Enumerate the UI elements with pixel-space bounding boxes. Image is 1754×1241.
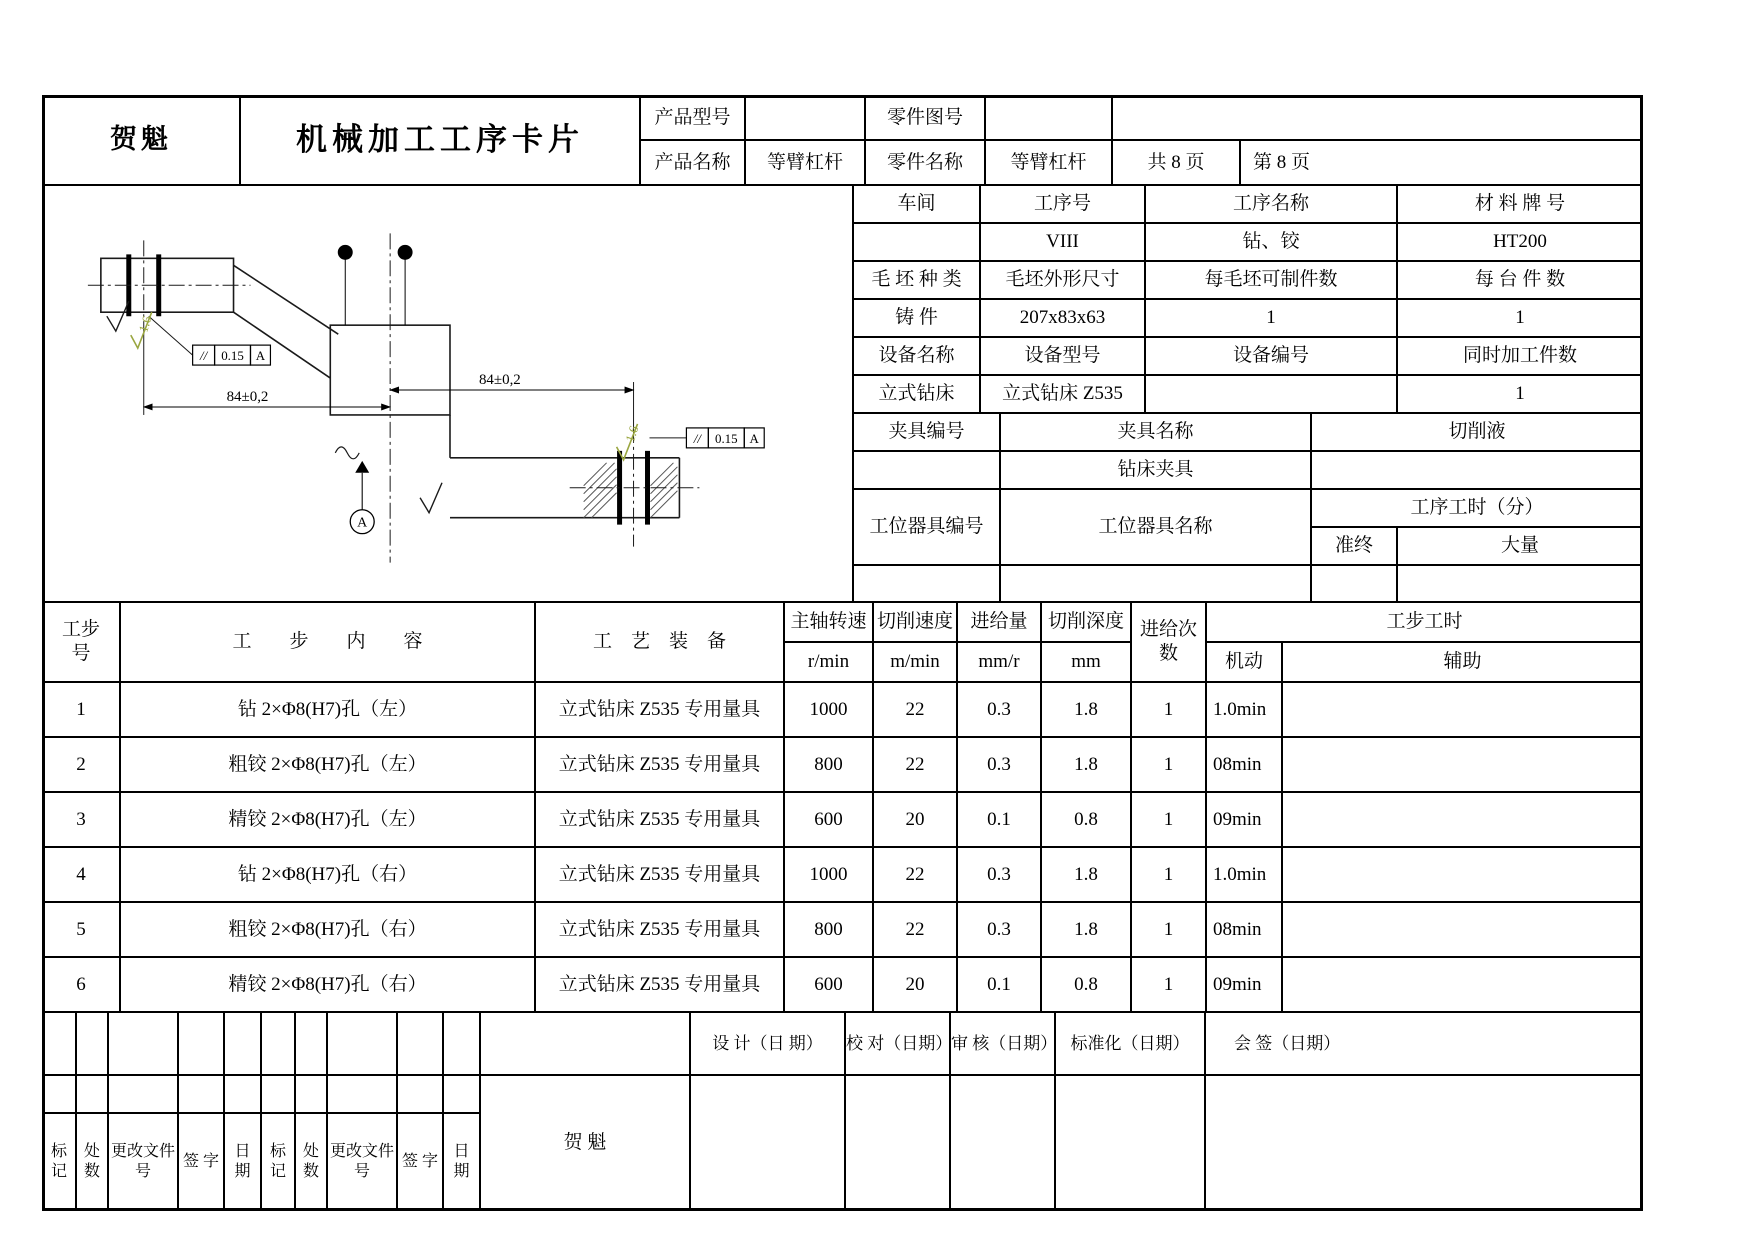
step-row-aux-time <box>1282 682 1643 737</box>
step-row-equipment: 立式钻床 Z535 专用量具 <box>535 792 784 847</box>
step-row-machine-time: 08min <box>1206 902 1282 957</box>
passes-header <box>1131 602 1206 682</box>
step-row-spindle: 600 <box>784 957 873 1012</box>
step-row-equipment: 立式钻床 Z535 专用量具 <box>535 902 784 957</box>
sign-label: 签 字 <box>178 1113 224 1211</box>
step-row-no: 1 <box>42 682 120 737</box>
product-name-value: 等臂杠杆 <box>745 140 865 185</box>
step-row-feed: 0.3 <box>957 682 1041 737</box>
step-row-depth: 1.8 <box>1041 847 1131 902</box>
passes-header-label: 进给次数 <box>1139 619 1197 664</box>
per-blank-value: 1 <box>1145 299 1397 337</box>
empty-cell <box>108 1075 178 1113</box>
step-row-speed: 22 <box>873 847 957 902</box>
mark-label <box>261 1113 295 1211</box>
step-content-header: 工 步 内 容 <box>120 602 535 682</box>
empty-cell <box>397 1012 443 1075</box>
part-name-value: 等臂杠杆 <box>985 140 1112 185</box>
part-drawing <box>43 185 852 602</box>
batch-label: 大量 <box>1397 527 1643 565</box>
spindle-unit: r/min <box>784 642 873 682</box>
part-name-label: 零件名称 <box>865 140 985 185</box>
step-row-content: 精铰 2×Φ8(H7)孔（左） <box>120 792 535 847</box>
step-row-machine-time: 09min <box>1206 957 1282 1012</box>
tooling-no-label: 工位器具编号 <box>853 489 1000 565</box>
step-no-header <box>42 602 120 682</box>
step-row-machine-time: 08min <box>1206 737 1282 792</box>
empty-cell <box>443 1075 480 1113</box>
step-row-passes: 1 <box>1131 792 1206 847</box>
workshop-value <box>853 223 980 261</box>
step-row-content: 钻 2×Φ8(H7)孔（左） <box>120 682 535 737</box>
step-row-spindle: 600 <box>784 792 873 847</box>
roughness-mark-right <box>617 423 642 460</box>
countersign-date-label: 会 签（日期） <box>1205 1012 1643 1075</box>
depth-header: 切削深度 <box>1041 602 1131 642</box>
step-row-content: 粗铰 2×Φ8(H7)孔（右） <box>120 902 535 957</box>
step-row-content: 粗铰 2×Φ8(H7)孔（左） <box>120 737 535 792</box>
fixture-name-label: 夹具名称 <box>1000 413 1311 451</box>
prep-end-label: 准终 <box>1311 527 1397 565</box>
parallelism-icon: // <box>693 430 701 446</box>
step-row-speed: 22 <box>873 737 957 792</box>
change-doc-label-text: 更改文件号 <box>110 1143 175 1180</box>
empty-cell <box>443 1012 480 1075</box>
per-machine-label: 每 台 件 数 <box>1397 261 1643 299</box>
part-drawing-no-value <box>985 95 1112 140</box>
empty-cell <box>261 1075 295 1113</box>
empty-cell <box>42 1012 76 1075</box>
spindle-header: 主轴转速 <box>784 602 873 642</box>
fixture-no-label: 夹具编号 <box>853 413 1000 451</box>
step-row-feed: 0.3 <box>957 902 1041 957</box>
equip-name-label: 设备名称 <box>853 337 980 375</box>
op-time-label: 工序工时（分） <box>1311 489 1643 527</box>
step-row-aux-time <box>1282 902 1643 957</box>
coolant-value <box>1311 451 1643 489</box>
empty-cell <box>224 1075 261 1113</box>
op-no-label: 工序号 <box>980 185 1145 223</box>
datum-label-text: A <box>357 515 368 531</box>
page-title: 机械加工工序卡片 <box>296 121 584 157</box>
author-cell: 贺 魁 <box>480 1075 690 1211</box>
cut-speed-unit: m/min <box>873 642 957 682</box>
per-machine-value: 1 <box>1397 299 1643 337</box>
step-row-speed: 20 <box>873 792 957 847</box>
mark-label-text: 标记 <box>50 1143 67 1180</box>
fixture-no-value <box>853 451 1000 489</box>
dimension-right <box>390 372 633 427</box>
pages-total: 共 8 页 <box>1112 140 1240 185</box>
mark-label <box>42 1113 76 1211</box>
op-name-label: 工序名称 <box>1145 185 1397 223</box>
empty-cell <box>108 1012 178 1075</box>
company-cell <box>42 95 240 185</box>
step-row-no: 6 <box>42 957 120 1012</box>
material-label: 材 料 牌 号 <box>1397 185 1643 223</box>
empty-cell <box>327 1075 397 1113</box>
equip-no-label: 设备编号 <box>1145 337 1397 375</box>
roughness-left-text: 1.6 <box>135 314 155 335</box>
step-row-aux-time <box>1282 847 1643 902</box>
step-row-spindle: 1000 <box>784 682 873 737</box>
centerlines <box>88 233 699 562</box>
empty-cell <box>1311 565 1397 602</box>
step-no-header-label: 工步号 <box>61 619 100 664</box>
count-label-text: 处数 <box>83 1143 100 1180</box>
step-row-speed: 20 <box>873 957 957 1012</box>
empty-cell <box>1397 565 1643 602</box>
empty-cell <box>178 1012 224 1075</box>
step-row-machine-time: 1.0min <box>1206 847 1282 902</box>
step-row-passes: 1 <box>1131 682 1206 737</box>
card-title-cell <box>240 95 640 185</box>
countersign-signature-cell <box>1205 1075 1643 1211</box>
break-line <box>335 447 359 459</box>
simultaneous-label: 同时加工件数 <box>1397 337 1643 375</box>
material-value: HT200 <box>1397 223 1643 261</box>
step-row-machine-time: 1.0min <box>1206 682 1282 737</box>
design-signature-cell <box>690 1075 845 1211</box>
change-doc-label <box>327 1113 397 1211</box>
empty-cell <box>261 1012 295 1075</box>
workshop-label: 车间 <box>853 185 980 223</box>
page-current: 第 8 页 <box>1240 140 1643 185</box>
blank-type-value: 铸 件 <box>853 299 980 337</box>
depth-unit: mm <box>1041 642 1131 682</box>
empty-cell <box>76 1075 108 1113</box>
step-row-equipment: 立式钻床 Z535 专用量具 <box>535 957 784 1012</box>
empty-cell <box>397 1075 443 1113</box>
step-row-depth: 1.8 <box>1041 737 1131 792</box>
gdt-tolerance-left: 0.15 <box>221 348 244 364</box>
op-name-value: 钻、铰 <box>1145 223 1397 261</box>
gdt-frame-right <box>650 428 765 448</box>
audit-signature-cell <box>950 1075 1055 1211</box>
feed-header: 进给量 <box>957 602 1041 642</box>
standardize-signature-cell <box>1055 1075 1205 1211</box>
check-date-label: 校 对（日期） <box>845 1012 950 1075</box>
dim-right-text: 84±0,2 <box>478 372 521 389</box>
step-equipment-header: 工 艺 装 备 <box>535 602 784 682</box>
fixture-name-value: 钻床夹具 <box>1000 451 1311 489</box>
simultaneous-value: 1 <box>1397 375 1643 413</box>
step-row-aux-time <box>1282 792 1643 847</box>
gdt-frame-left <box>149 316 271 365</box>
step-row-speed: 22 <box>873 902 957 957</box>
equip-model-value: 立式钻床 Z535 <box>980 375 1145 413</box>
step-row-feed: 0.3 <box>957 847 1041 902</box>
empty-cell <box>42 1075 76 1113</box>
gdt-tolerance-right: 0.15 <box>714 430 738 446</box>
step-row-content: 精铰 2×Φ8(H7)孔（右） <box>120 957 535 1012</box>
step-row-no: 5 <box>42 902 120 957</box>
step-row-depth: 1.8 <box>1041 682 1131 737</box>
step-row-passes: 1 <box>1131 847 1206 902</box>
locating-dots <box>338 245 412 325</box>
step-row-no: 2 <box>42 737 120 792</box>
dim-left-text: 84±0,2 <box>226 388 269 405</box>
part-drawing-no-label: 零件图号 <box>865 95 985 140</box>
design-date-label: 设 计（日 期） <box>690 1012 845 1075</box>
per-blank-label: 每毛坯可制件数 <box>1145 261 1397 299</box>
count-label <box>76 1113 108 1211</box>
blank-dim-label: 毛坯外形尺寸 <box>980 261 1145 299</box>
step-row-no: 3 <box>42 792 120 847</box>
tooling-name-label: 工位器具名称 <box>1000 489 1311 565</box>
step-row-equipment: 立式钻床 Z535 专用量具 <box>535 847 784 902</box>
step-row-depth: 0.8 <box>1041 792 1131 847</box>
audit-date-label: 审 核（日期） <box>950 1012 1055 1075</box>
count-label-text: 处数 <box>302 1143 319 1180</box>
change-doc-label <box>108 1113 178 1211</box>
empty-cell <box>224 1012 261 1075</box>
empty-cell <box>178 1075 224 1113</box>
change-doc-label-text: 更改文件号 <box>329 1143 394 1180</box>
empty-cell <box>76 1012 108 1075</box>
step-row-spindle: 800 <box>784 737 873 792</box>
sign-label: 签 字 <box>397 1113 443 1211</box>
feed-unit: mm/r <box>957 642 1041 682</box>
gdt-datum-right: A <box>749 430 759 446</box>
empty-cell <box>480 1012 690 1075</box>
step-row-feed: 0.3 <box>957 737 1041 792</box>
step-row-spindle: 1000 <box>784 847 873 902</box>
empty-cell <box>295 1012 327 1075</box>
step-row-feed: 0.1 <box>957 792 1041 847</box>
step-row-passes: 1 <box>1131 902 1206 957</box>
mark-label-text: 标记 <box>269 1143 286 1180</box>
empty-cell <box>295 1075 327 1113</box>
standardize-date-label: 标准化（日期） <box>1055 1012 1205 1075</box>
equip-no-value <box>1145 375 1397 413</box>
date-label: 日 期 <box>443 1113 480 1211</box>
step-time-header: 工步工时 <box>1206 602 1643 642</box>
equip-name-value: 立式钻床 <box>853 375 980 413</box>
step-row-equipment: 立式钻床 Z535 专用量具 <box>535 737 784 792</box>
op-no-value: VIII <box>980 223 1145 261</box>
empty-cell <box>1000 565 1311 602</box>
count-label <box>295 1113 327 1211</box>
step-row-feed: 0.1 <box>957 957 1041 1012</box>
empty-cell <box>327 1012 397 1075</box>
blank-type-label: 毛 坯 种 类 <box>853 261 980 299</box>
step-row-depth: 0.8 <box>1041 957 1131 1012</box>
company-name: 贺魁 <box>110 124 172 155</box>
time-machine-header: 机动 <box>1206 642 1282 682</box>
step-row-depth: 1.8 <box>1041 902 1131 957</box>
section-hatching <box>584 463 678 518</box>
step-row-passes: 1 <box>1131 957 1206 1012</box>
roughness-mark-left <box>131 312 155 348</box>
check-signature-cell <box>845 1075 950 1211</box>
product-model-value <box>745 95 865 140</box>
parallelism-icon: // <box>200 348 208 364</box>
step-row-speed: 22 <box>873 682 957 737</box>
date-label: 日 期 <box>224 1113 261 1211</box>
blank-dim-value: 207x83x63 <box>980 299 1145 337</box>
step-row-spindle: 800 <box>784 902 873 957</box>
product-model-label: 产品型号 <box>640 95 745 140</box>
step-row-aux-time <box>1282 957 1643 1012</box>
drawing-cell <box>42 185 853 602</box>
step-row-no: 4 <box>42 847 120 902</box>
time-aux-header: 辅助 <box>1282 642 1643 682</box>
product-name-label: 产品名称 <box>640 140 745 185</box>
cut-speed-header: 切削速度 <box>873 602 957 642</box>
step-row-equipment: 立式钻床 Z535 专用量具 <box>535 682 784 737</box>
equip-model-label: 设备型号 <box>980 337 1145 375</box>
empty-cell <box>1112 95 1643 140</box>
step-row-aux-time <box>1282 737 1643 792</box>
step-row-content: 钻 2×Φ8(H7)孔（右） <box>120 847 535 902</box>
step-row-passes: 1 <box>1131 737 1206 792</box>
coolant-label: 切削液 <box>1311 413 1643 451</box>
datum-symbol <box>350 461 374 534</box>
roughness-right-text: 1.6 <box>622 423 642 444</box>
empty-cell <box>853 565 1000 602</box>
step-row-machine-time: 09min <box>1206 792 1282 847</box>
gdt-datum-left: A <box>255 348 266 364</box>
